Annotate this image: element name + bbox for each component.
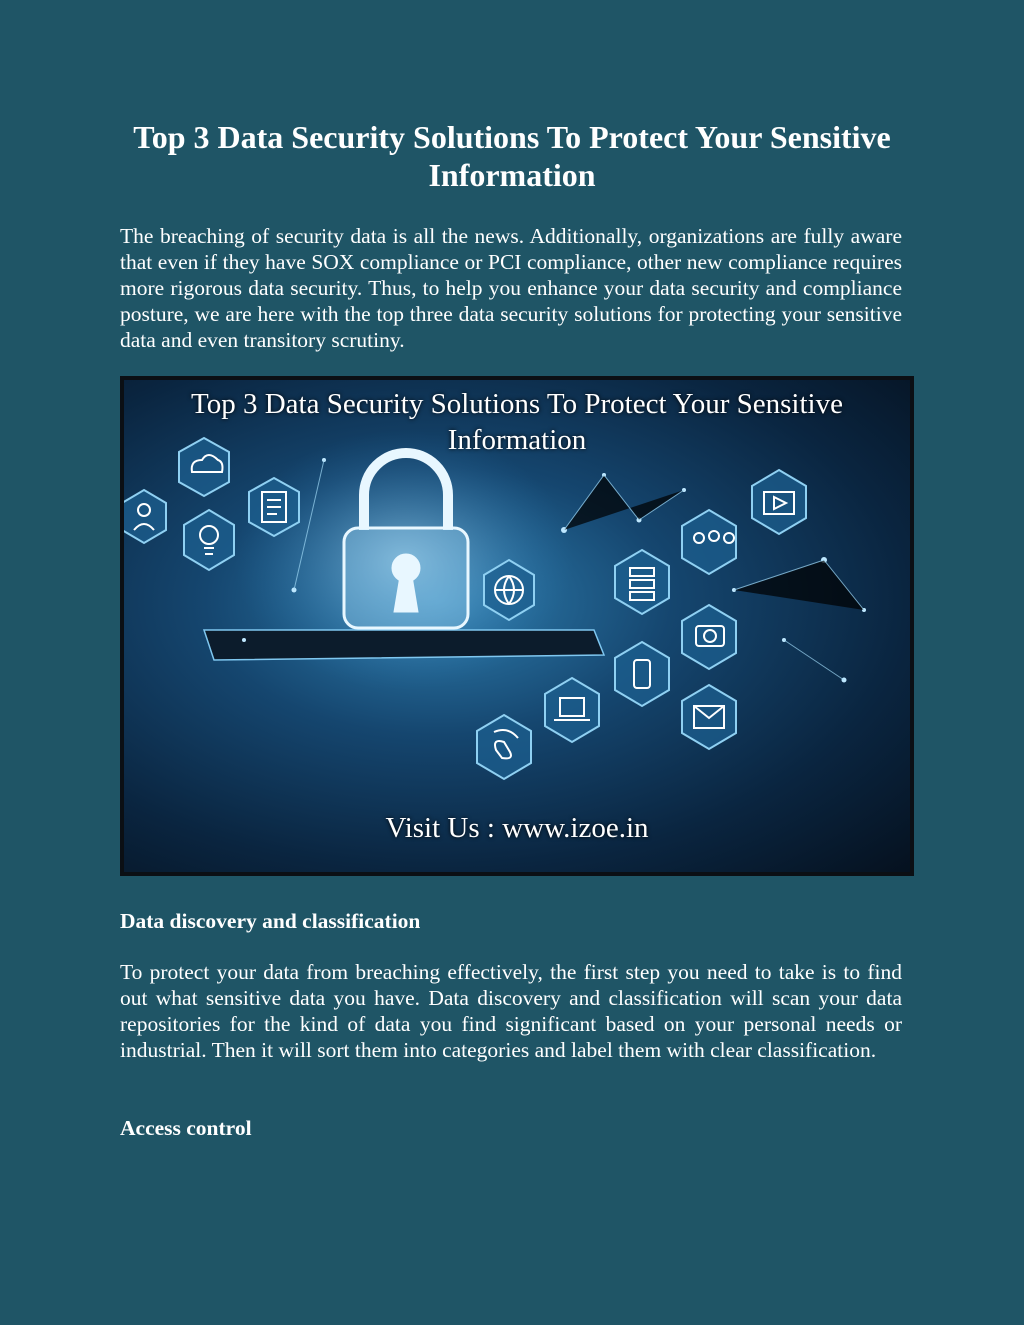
laptop-icon [545, 678, 599, 742]
section-body: To protect your data from breaching effectively, the first step you need to take is to find out what sensitive data you have. Data discovery and classification will scan your data repositories for the kind of data you find significant based on your personal needs or industrial. Then it will sort them into categories and label them with clear classification. [120, 960, 902, 1062]
banner-footer: Visit Us : www.izoe.in [385, 812, 649, 844]
wifi-phone-icon [477, 715, 531, 779]
server-icon [615, 550, 669, 614]
page-title: Top 3 Data Security Solutions To Protect Your Sensitive Information [133, 119, 891, 193]
section-heading: Data discovery and classification [120, 909, 421, 933]
video-icon [752, 470, 806, 534]
lightbulb-gear-icon [184, 510, 234, 570]
tablet-shape [204, 630, 604, 660]
section-heading: Access control [120, 1116, 252, 1140]
camera-icon [682, 605, 736, 669]
banner-title: Top 3 Data Security Solutions To Protect Your Sensitive Information [191, 388, 843, 456]
intro-paragraph: The breaching of security data is all the news. Additionally, organizations are fully aware that even if they have SOX compliance or PCI compliance, other new compliance requires more rigorous data security. Thus, to help you enhance your data security and compliance posture, we are here with the top three data security solutions for protecting your sensitive data and even transitory scrutiny. [120, 224, 902, 352]
phone-icon [615, 642, 669, 706]
banner-image [120, 376, 914, 876]
